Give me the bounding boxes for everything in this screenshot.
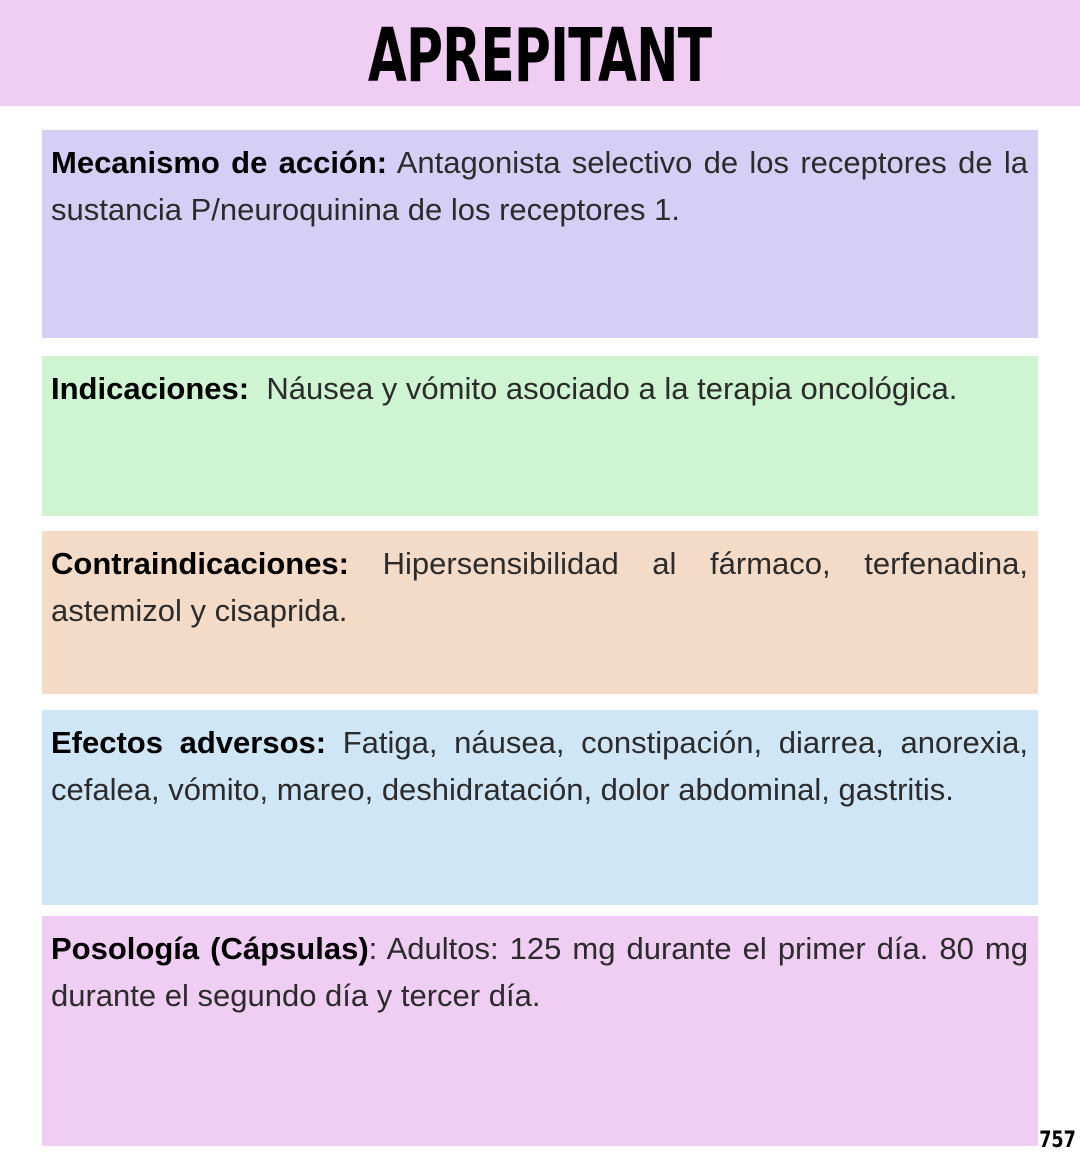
section-contraindicaciones	[42, 531, 1038, 694]
section-label: Mecanismo de acción:	[51, 145, 388, 180]
section-text: Náusea y vómito asociado a la terapia oncológica.	[249, 371, 958, 406]
section-paragraph	[51, 719, 1028, 813]
section-label: Posología (Cápsulas)	[51, 931, 369, 966]
section-label: Efectos adversos:	[51, 725, 327, 760]
section-paragraph	[51, 139, 1028, 233]
section-indicaciones	[42, 356, 1038, 516]
section-mecanismo-de-accion	[42, 130, 1038, 338]
section-label: Indicaciones:	[51, 371, 250, 406]
page-number: 757	[1039, 1128, 1076, 1153]
section-paragraph	[51, 365, 1028, 412]
section-text: Hipersensibilidad al fármaco, terfenadina, astemizol y cisaprida.	[51, 546, 1028, 628]
title-banner	[0, 0, 1080, 106]
section-paragraph	[51, 540, 1028, 634]
section-efectos-adversos	[42, 710, 1038, 905]
section-posologia	[42, 916, 1038, 1146]
section-text: : Adultos: 125 mg durante el primer día. 80 mg durante el segundo día y tercer día.	[51, 931, 1028, 1013]
section-text: Antagonista selectivo de los receptores de la sustancia P/neuroquinina de los receptores 1.	[51, 145, 1028, 227]
drug-title: APREPITANT	[368, 13, 712, 99]
section-text: Fatiga, náusea, constipación, diarrea, anorexia, cefalea, vómito, mareo, deshidratación, dolor abdominal, gastritis.	[51, 725, 1028, 807]
section-label: Contraindicaciones:	[51, 546, 349, 581]
section-paragraph	[51, 925, 1028, 1019]
